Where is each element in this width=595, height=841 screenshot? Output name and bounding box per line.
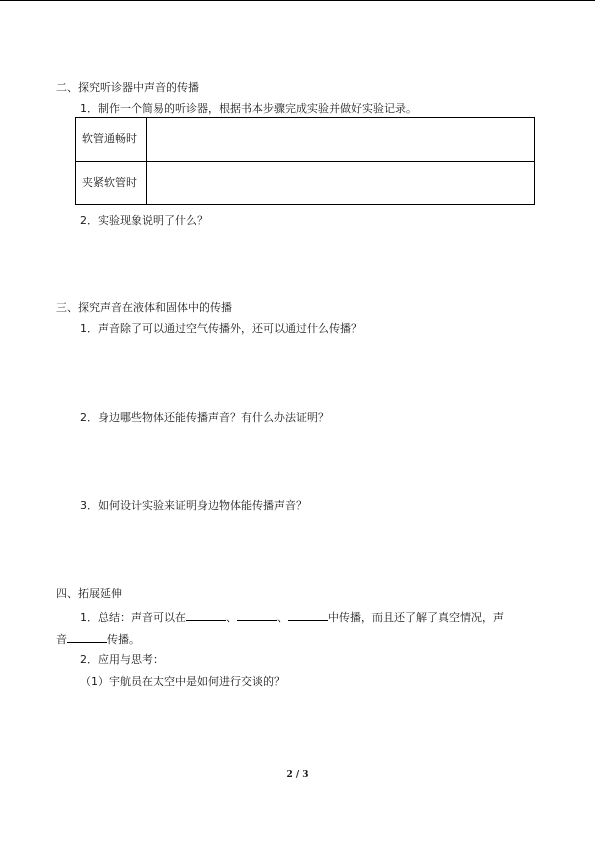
table-row (76, 118, 535, 162)
section4-question2-sub1: （1）宇航员在太空中是如何进行交谈的？ (80, 675, 285, 688)
section4-question1-line1 (80, 609, 504, 625)
page-top-rule (0, 0, 595, 1)
summary-line2-suffix: 传播。 (107, 633, 140, 646)
summary-line2-prefix: 音 (56, 633, 67, 646)
section4-heading: 四、拓展延伸 (56, 587, 122, 600)
fill-blank-1[interactable] (186, 609, 226, 621)
section4-question1-line2 (56, 631, 140, 647)
summary-middle: 中传播，而且还了解了真空情况，声 (328, 611, 504, 624)
table-row-label-open: 软管通畅时 (76, 118, 147, 162)
section2-question2: 2．实验现象说明了什么？ (80, 214, 208, 227)
summary-separator-2: 、 (277, 611, 288, 624)
table-row-label-clamped: 夹紧软管时 (76, 161, 147, 205)
section3-question3: 3．如何设计实验来证明身边物体能传播声音？ (80, 499, 307, 512)
table-cell-clamped-result[interactable] (147, 161, 535, 205)
section2-heading: 二、探究听诊器中声音的传播 (56, 81, 199, 94)
section4-question2: 2．应用与思考： (80, 653, 164, 666)
section3-question2: 2．身边哪些物体还能传播声音？有什么办法证明？ (80, 411, 329, 424)
page-number: 2 / 3 (286, 770, 309, 780)
fill-blank-2[interactable] (237, 609, 277, 621)
experiment-record-table (75, 117, 535, 205)
summary-separator-1: 、 (226, 611, 237, 624)
table-cell-open-result[interactable] (147, 118, 535, 162)
section2-question1: 1．制作一个简易的听诊器，根据书本步骤完成实验并做好实验记录。 (80, 102, 417, 115)
summary-prefix: 1．总结：声音可以在 (80, 611, 186, 624)
fill-blank-3[interactable] (288, 609, 328, 621)
section3-question1: 1．声音除了可以通过空气传播外，还可以通过什么传播？ (80, 322, 362, 335)
table-row (76, 161, 535, 205)
fill-blank-4[interactable] (67, 631, 107, 643)
section3-heading: 三、探究声音在液体和固体中的传播 (56, 301, 232, 314)
